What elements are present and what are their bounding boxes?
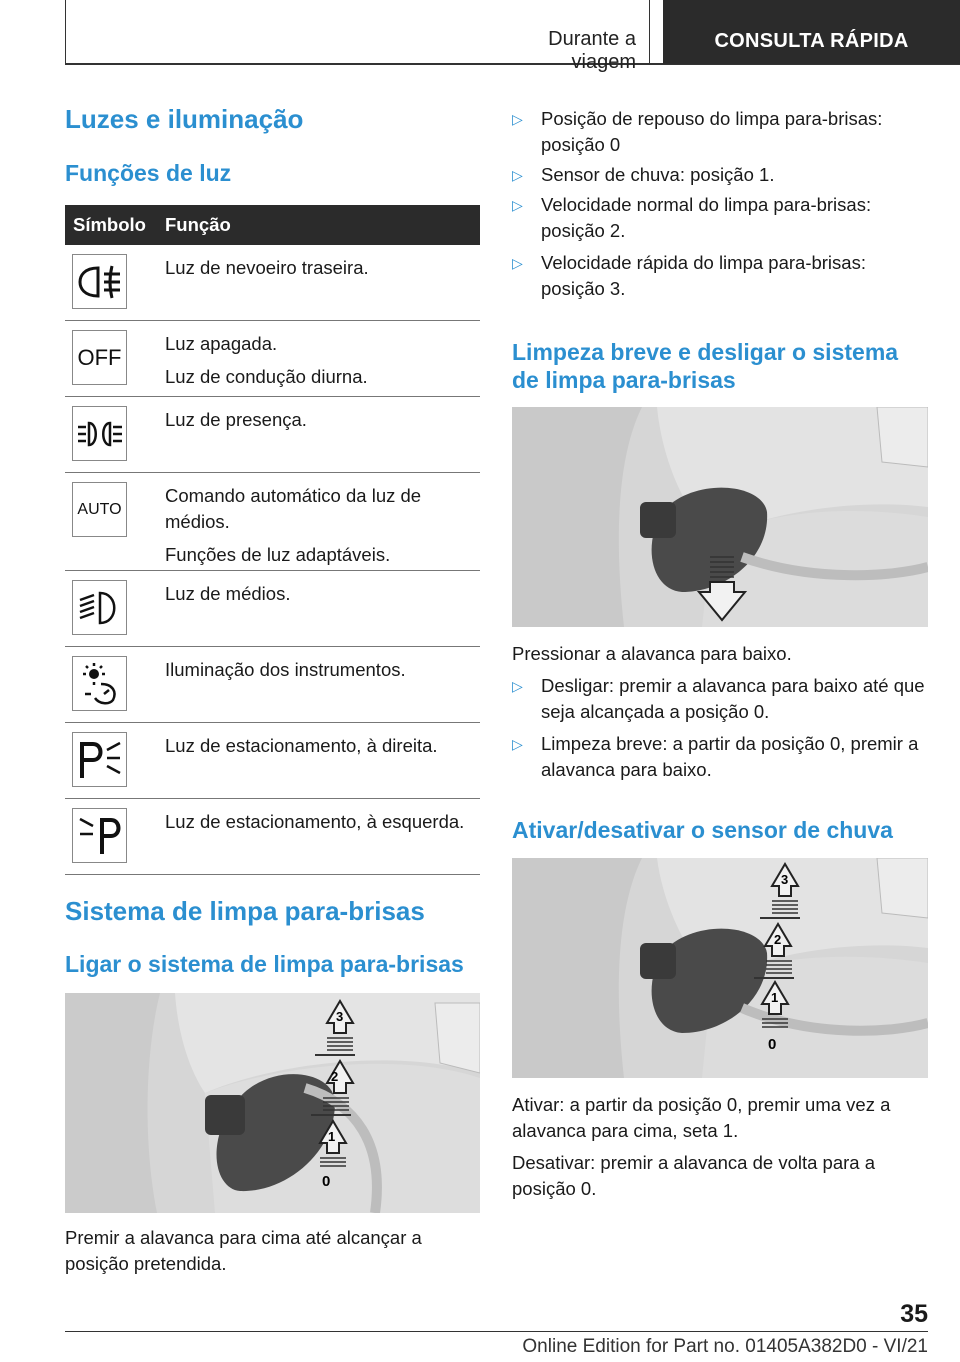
wiper-lever-illustration-up [65,993,480,1213]
function-cell: Luz de médios. [165,583,291,604]
parking-light-left-icon [72,808,127,863]
header-section-label[interactable]: Durante a viagem [548,28,636,73]
table-row [65,321,480,397]
function-cell: Luz de nevoeiro traseira. [165,257,369,278]
table-row [65,245,480,321]
header-tab-consulta-rapida[interactable]: CONSULTA RÁPIDA [663,0,960,64]
header-separator [649,0,650,64]
subsection-title-ligar-wiper: Ligar o sistema de limpa para-brisas [65,951,464,977]
footer-edition: Online Edition for Part no. 01405A382D0 - VI/21 [522,1336,928,1357]
section-title-luzes: Luzes e iluminação [65,104,304,134]
light-functions-table [65,205,480,875]
wiper-lever-photo-down [512,407,928,627]
section-title-wiper: Sistema de limpa para-brisas [65,896,425,926]
rain-sensor-illustration [512,858,928,1078]
function-cell: Iluminação dos instrumentos. [165,659,406,680]
arrow-label-1: 1 [771,990,779,1005]
arrow-label-3: 3 [336,1009,344,1024]
function-cell: Luz de estacionamento, à esquerda. [165,811,465,832]
subsection-title-funcoes: Funções de luz [65,160,232,186]
triangle-bullet-icon: ▷ [512,678,523,694]
triangle-bullet-icon: ▷ [512,255,523,271]
rain-sensor-photo [512,858,928,1078]
position-lights-icon [72,406,127,461]
rain-activate-text: Ativar: a partir da posição 0, premir uma vez a alavanca para cima, seta 1. [512,1094,891,1141]
wiper-lever-illustration-down [512,407,928,627]
triangle-bullet-icon: ▷ [512,736,523,752]
parking-light-right-icon [72,732,127,787]
low-beam-icon [72,580,127,635]
wiper-lever-photo-up [65,993,480,1213]
off-icon: OFF [72,330,127,385]
column-header-symbol: Símbolo [73,214,146,235]
page-number: 35 [900,1300,928,1328]
table-row [65,571,480,647]
function-cell: Luz de estacionamento, à direita. [165,735,438,756]
arrow-label-0: 0 [768,1036,777,1053]
header-left-border [65,0,66,64]
arrow-label-0: 0 [322,1173,331,1190]
auto-icon: AUTO [72,482,127,537]
table-row [65,473,480,571]
subsection-title-limpeza-breve: Limpeza breve e desligar o sistema de limpa para-brisas [512,339,899,393]
triangle-bullet-icon: ▷ [512,167,523,183]
table-row [65,647,480,723]
instrument-lighting-icon [72,656,127,711]
triangle-bullet-icon: ▷ [512,111,523,127]
table-row [65,397,480,473]
rear-fog-light-icon [72,254,127,309]
arrow-label-3: 3 [781,872,789,887]
arrow-label-2: 2 [774,932,782,947]
subsection-title-rain-sensor: Ativar/desativar o sensor de chuva [512,817,893,843]
function-cell: Comando automático da luz de médios. Funções de luz adaptáveis. [165,485,422,565]
rain-deactivate-text: Desativar: premir a alavanca de volta para a posição 0. [512,1152,875,1199]
function-cell: Luz de presença. [165,409,307,430]
triangle-bullet-icon: ▷ [512,197,523,213]
function-cell: Luz apagada. Luz de condução diurna. [165,333,368,387]
wiper-caption: Premir a alavanca para cima até alcançar a posição pretendida. [65,1227,422,1274]
brief-caption: Pressionar a alavanca para baixo. [512,643,792,664]
table-row [65,799,480,875]
arrow-label-1: 1 [328,1129,336,1144]
table-row [65,723,480,799]
table-header [65,205,480,245]
column-header-function: Função [165,214,231,235]
footer-divider [65,1331,928,1332]
arrow-label-2: 2 [331,1069,339,1084]
